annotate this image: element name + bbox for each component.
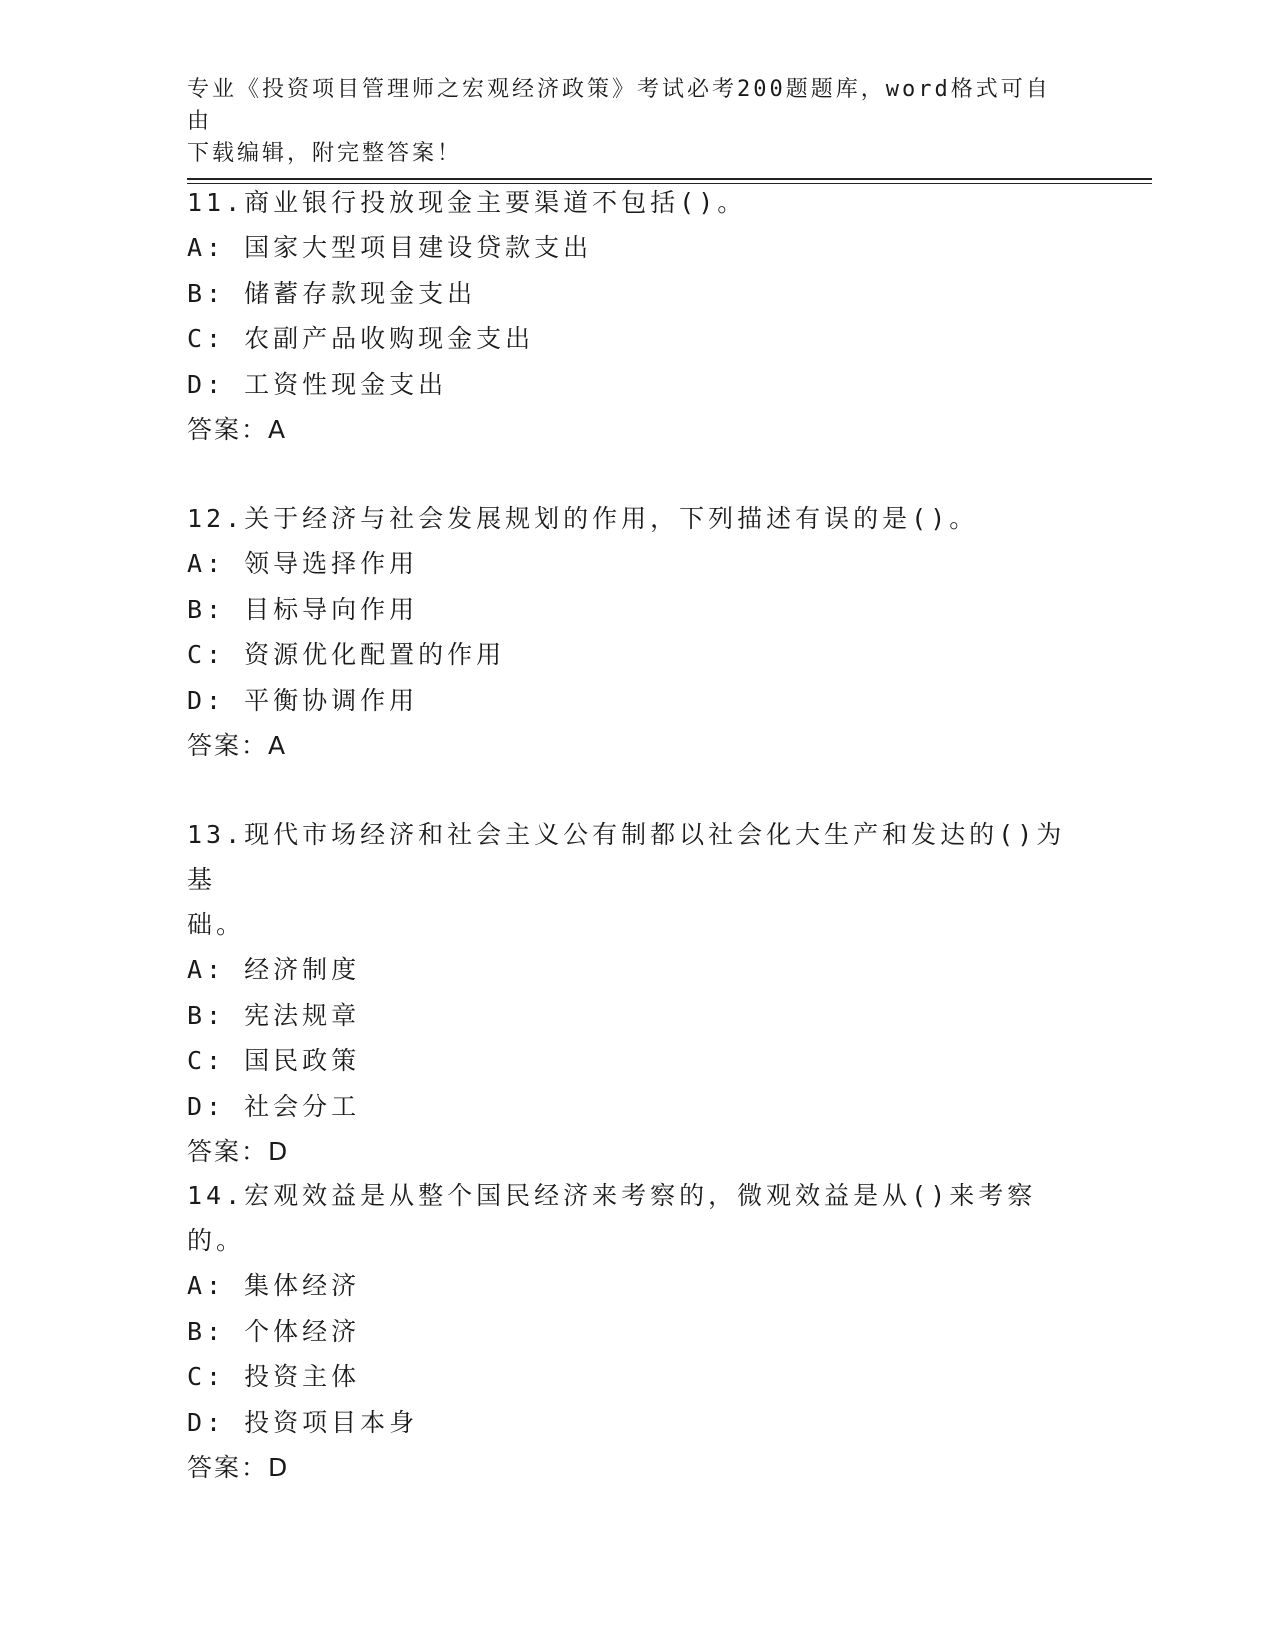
document-header (187, 74, 1067, 170)
question-stem-line-1: 13.现代市场经济和社会主义公有制都以社会化大生产和发达的()为基 (187, 820, 1066, 894)
option-b: B: 目标导向作用 (187, 594, 419, 624)
header-intro-line-2: 下载编辑，附完整答案！ (187, 141, 463, 166)
question-13 (187, 812, 1087, 1174)
option-c: C: 资源优化配置的作用 (187, 640, 506, 669)
option-d: D: 社会分工 (187, 1091, 361, 1121)
option-d: D: 投资项目本身 (187, 1407, 419, 1437)
option-c: C: 农副产品收购现金支出 (187, 324, 535, 353)
option-a: A: 集体经济 (187, 1271, 361, 1300)
option-c: C: 国民政策 (187, 1046, 361, 1075)
question-stem-line-2: 础。 (187, 910, 246, 939)
option-b: B: 储蓄存款现金支出 (187, 278, 477, 308)
option-c: C: 投资主体 (187, 1362, 361, 1391)
question-11 (187, 180, 1087, 452)
option-b: B: 宪法规章 (187, 1000, 361, 1030)
option-d: D: 平衡协调作用 (187, 685, 419, 715)
question-stem: 11.商业银行投放现金主要渠道不包括()。 (187, 188, 747, 217)
option-a: A: 经济制度 (187, 955, 361, 984)
header-intro-line-1: 专业《投资项目管理师之宏观经济政策》考试必考200题题库，word格式可自由 (187, 77, 1051, 134)
answer: 答案：D (187, 1453, 290, 1482)
question-stem: 12.关于经济与社会发展规划的作用，下列描述有误的是()。 (187, 504, 979, 533)
option-a: A: 国家大型项目建设贷款支出 (187, 233, 593, 262)
answer: 答案：A (187, 731, 288, 760)
option-b: B: 个体经济 (187, 1316, 361, 1346)
option-a: A: 领导选择作用 (187, 549, 419, 578)
answer: 答案：D (187, 1137, 290, 1166)
question-stem: 14.宏观效益是从整个国民经济来考察的，微观效益是从()来考察的。 (187, 1181, 1037, 1255)
question-12 (187, 496, 1087, 768)
question-14 (187, 1173, 1087, 1490)
answer: 答案：A (187, 415, 288, 444)
option-d: D: 工资性现金支出 (187, 369, 448, 399)
